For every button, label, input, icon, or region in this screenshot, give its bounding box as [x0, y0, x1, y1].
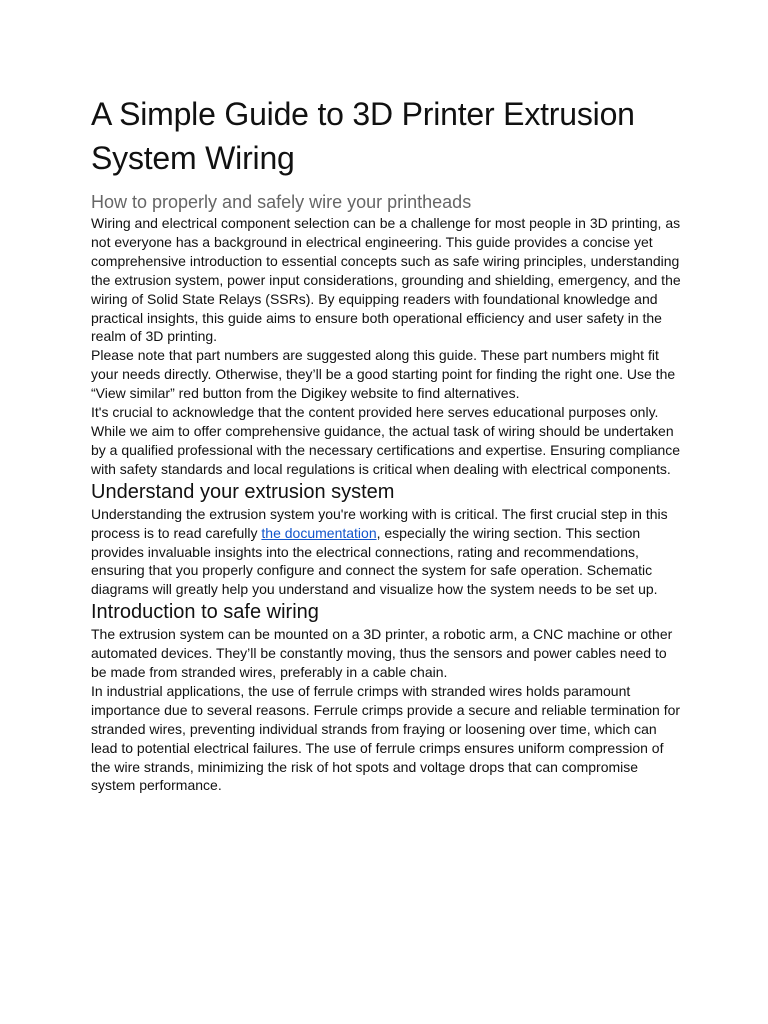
extrusion-text-after-link: , especially the wiring section. This section provides invaluable insights into the electrical connections, rating and recommendations, ensuring that you properly configure and connect the system for safe operation. Schematic diagrams will greatly help you understand and visualize how the system needs to be set up. — [91, 524, 658, 598]
intro-paragraph: Please note that part numbers are suggested along this guide. These part numbers might fit your needs directly. Otherwise, they’ll be a good starting point for finding the right one. Use the “View similar” red button from the Digikey website to find alternatives. — [91, 347, 676, 402]
extrusion-text-before-link: Understanding the extrusion system you're working with is critical. The first crucial step in this process is to read carefully — [91, 505, 668, 541]
document-subtitle: How to properly and safely wire your printheads — [91, 192, 472, 212]
extrusion-paragraph — [91, 505, 681, 600]
section-heading-safe-wiring: Introduction to safe wiring — [91, 601, 319, 624]
safe-wiring-paragraph: In industrial applications, the use of ferrule crimps with stranded wires holds paramount importance due to several reasons. Ferrule crimps provide a secure and reliable termination for stranded wires, preventing individual strands from fraying or loosening over time, which can lead to potential electrical failures. The use of ferrule crimps ensures uniform compression of the wire strands, minimizing the risk of hot spots and voltage drops that can compromise system performance. — [91, 682, 681, 794]
documentation-link[interactable]: the documentation — [261, 524, 377, 541]
safe-wiring-paragraph: The extrusion system can be mounted on a 3D printer, a robotic arm, a CNC machine or other automated devices. They’ll be constantly moving, thus the sensors and power cables need to be made from stranded wires, preferably in a cable chain. — [91, 626, 673, 681]
document-page — [91, 92, 681, 795]
document-title: A Simple Guide to 3D Printer Extrusion System Wiring — [91, 96, 635, 176]
section-heading-extrusion: Understand your extrusion system — [91, 480, 395, 503]
intro-paragraph: It's crucial to acknowledge that the content provided here serves educational purposes only. While we aim to offer comprehensive guidance, the actual task of wiring should be undertaken by a qualified professional with the necessary certifications and expertise. Ensuring compliance with safety standards and local regulations is critical when dealing with electrical components. — [91, 404, 681, 477]
intro-paragraph: Wiring and electrical component selection can be a challenge for most people in 3D printing, as not everyone has a background in electrical engineering. This guide provides a concise yet comprehensive introduction to essential concepts such as safe wiring principles, understanding the extrusion system, power input considerations, grounding and shielding, emergency, and the wiring of Solid State Relays (SSRs). By equipping readers with foundational knowledge and practical insights, this guide aims to ensure both operational efficiency and user safety in the realm of 3D printing. — [91, 215, 681, 345]
